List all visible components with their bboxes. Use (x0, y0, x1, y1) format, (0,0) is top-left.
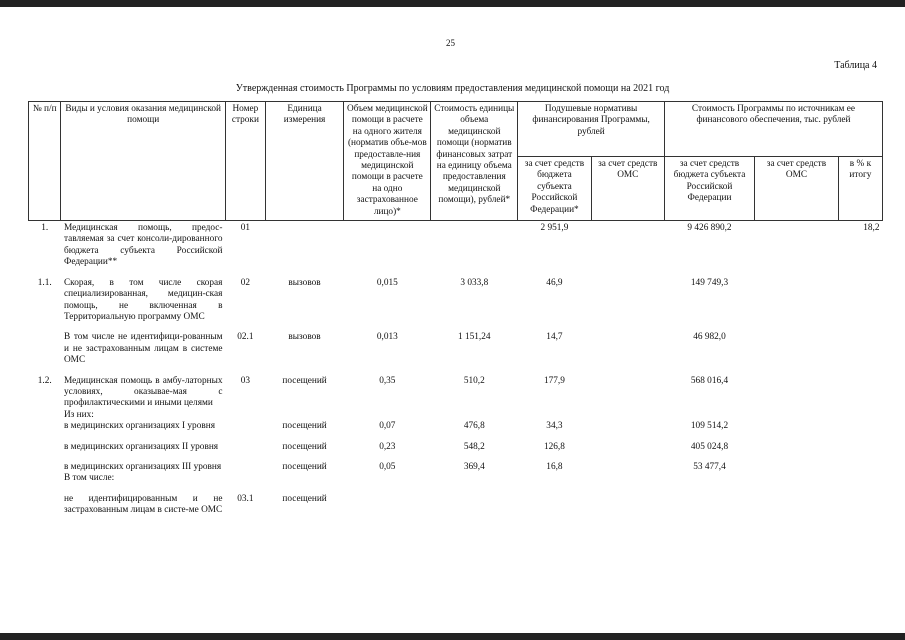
row-volume (344, 410, 431, 421)
row-name: в медицинских организациях II уровня (63, 441, 219, 452)
header-volume: Объем медицинской помощи в расчете на одного жителя (норматив объе-мов предоставле-ния медицинской помощи в расчете на одно застрахованное лицо)* (344, 102, 431, 221)
row-total-pct: 18,2 (863, 223, 880, 234)
row-volume: 0,015 (376, 277, 398, 288)
table-row (29, 410, 883, 421)
row-total-oms (755, 332, 839, 366)
row-cost: 1 151,24 (458, 332, 491, 343)
row-percap-budget: 16,8 (546, 461, 563, 472)
row-num (29, 473, 61, 484)
header-total: Стоимость Программы по источникам ее финансового обеспечения, тыс. рублей (664, 102, 882, 157)
row-code: 02 (240, 277, 251, 288)
row-percap-oms (591, 332, 664, 366)
header-percap: Подушевые нормативы финансирования Программы, рублей (518, 102, 665, 157)
row-cost: 369,4 (463, 461, 485, 472)
row-percap-oms (591, 410, 664, 421)
row-total-budget: 46 982,0 (693, 332, 726, 343)
header-unit: Единица измерения (265, 102, 344, 221)
scan-bottom-border (0, 633, 905, 640)
row-unit: посещений (282, 493, 327, 504)
row-total-budget: 149 749,3 (690, 277, 729, 288)
page-number: 25 (446, 38, 455, 48)
row-total-budget: 53 477,4 (693, 461, 726, 472)
table-row (29, 278, 883, 324)
row-code (225, 442, 265, 453)
row-percap-oms (591, 278, 664, 324)
table-row (29, 442, 883, 453)
row-total-oms (755, 442, 839, 453)
scan-top-border (0, 0, 905, 7)
row-num (29, 442, 61, 453)
header-percap-oms: за счет средств ОМС (591, 157, 664, 221)
row-percap-budget: 46,9 (546, 277, 563, 288)
row-percap-budget: 177,9 (543, 375, 565, 386)
row-total-oms (755, 473, 839, 484)
row-volume: 0,07 (379, 421, 396, 432)
table-row (29, 462, 883, 473)
row-name: В том числе не идентифици-рованным и не застрахованным лицам в системе ОМС (63, 332, 223, 366)
table-body (29, 221, 883, 517)
row-total-pct (838, 332, 882, 366)
row-volume (344, 473, 431, 484)
row-total-pct (838, 410, 882, 421)
row-code (225, 421, 265, 432)
row-name: в медицинских организациях III уровня (63, 461, 222, 472)
table-row (29, 421, 883, 432)
row-total-pct (838, 462, 882, 473)
row-cost (431, 221, 518, 269)
row-total-pct (838, 494, 882, 517)
row-name: не идентифицированным и не застрахованным лицам в систе-ме ОМС (63, 493, 223, 516)
row-num (29, 494, 61, 517)
row-volume: 0,35 (379, 375, 396, 386)
row-spacer (29, 485, 883, 494)
row-total-oms (755, 278, 839, 324)
row-percap-budget: 34,3 (546, 421, 563, 432)
row-code (225, 473, 265, 484)
row-percap-budget: 2 951,9 (540, 223, 569, 234)
row-percap-oms (591, 473, 664, 484)
row-num: 1. (41, 223, 49, 234)
row-cost: 510,2 (463, 375, 485, 386)
row-percap-budget (518, 473, 591, 484)
row-name: в медицинских организациях I уровня (63, 421, 215, 432)
row-total-pct (838, 376, 882, 410)
row-code: 02.1 (237, 332, 254, 343)
row-percap-oms (591, 442, 664, 453)
table-label: Таблица 4 (834, 60, 877, 71)
row-name: Скорая, в том числе скорая специализированная, медицин-ская помощь, не включенная в Территориальную программу ОМС (63, 277, 223, 322)
row-total-budget: 109 514,2 (690, 421, 729, 432)
row-name: Медицинская помощь, предос-тавляемая за счет консоли-дированного бюджета субъекта Российской Федерации** (63, 223, 223, 268)
row-name: В том числе: (63, 473, 115, 484)
row-name: Из них: (63, 409, 94, 420)
program-cost-table (28, 101, 883, 517)
row-volume: 0,05 (379, 461, 396, 472)
header-total-pct: в % к итогу (838, 157, 882, 221)
row-volume (344, 221, 431, 269)
header-row: Номер строки (225, 102, 265, 221)
row-total-budget (664, 473, 754, 484)
row-unit: посещений (282, 441, 327, 452)
row-cost (431, 494, 518, 517)
row-total-oms (755, 494, 839, 517)
table-row (29, 473, 883, 484)
row-num (29, 410, 61, 421)
row-name: Медицинская помощь в амбу-латорных условиях, оказывае-мая с профилактическими и иными целями (63, 375, 223, 409)
row-percap-oms (591, 221, 664, 269)
header-percap-budget: за счет средств бюджета субъекта Российской Федерации* (518, 157, 591, 221)
row-unit: посещений (282, 375, 327, 386)
row-total-pct (838, 278, 882, 324)
header-num: № п/п (29, 102, 61, 221)
row-total-budget: 568 016,4 (690, 375, 729, 386)
header-total-budget: за счет средств бюджета субъекта Российской Федерации (664, 157, 754, 221)
row-percap-budget: 126,8 (543, 441, 565, 452)
row-spacer (29, 323, 883, 332)
row-total-pct (838, 442, 882, 453)
table-row (29, 494, 883, 517)
row-percap-budget (518, 410, 591, 421)
row-total-oms (755, 221, 839, 269)
row-cost: 476,8 (463, 421, 485, 432)
row-spacer (29, 367, 883, 376)
row-cost: 548,2 (463, 441, 485, 452)
row-code: 03 (240, 375, 251, 386)
row-percap-oms (591, 421, 664, 432)
row-unit (265, 221, 344, 269)
table-row (29, 332, 883, 366)
row-total-oms (755, 376, 839, 410)
row-code: 03.1 (237, 493, 254, 504)
row-volume (344, 494, 431, 517)
row-percap-oms (591, 462, 664, 473)
row-total-budget (664, 410, 754, 421)
row-total-budget (664, 494, 754, 517)
row-spacer (29, 453, 883, 462)
row-num: 1.2. (37, 375, 52, 386)
row-percap-oms (591, 376, 664, 410)
table-row (29, 221, 883, 269)
row-volume: 0,013 (376, 332, 398, 343)
row-total-pct (838, 473, 882, 484)
row-cost (431, 410, 518, 421)
row-total-oms (755, 421, 839, 432)
row-code (225, 462, 265, 473)
header-type: Виды и условия оказания медицинской помощи (61, 102, 226, 221)
row-percap-oms (591, 494, 664, 517)
row-unit: посещений (282, 421, 327, 432)
row-code: 01 (240, 223, 251, 234)
row-total-oms (755, 410, 839, 421)
row-spacer (29, 269, 883, 278)
row-spacer (29, 433, 883, 442)
row-volume: 0,23 (379, 441, 396, 452)
header-total-oms: за счет средств ОМС (755, 157, 839, 221)
row-cost (431, 473, 518, 484)
header-cost: Стоимость единицы объема медицинской помощи (норматив финансовых затрат на единицу объема предоставления медицинской помощи), рублей* (431, 102, 518, 221)
row-percap-budget: 14,7 (546, 332, 563, 343)
row-num: 1.1. (37, 277, 52, 288)
row-unit: посещений (282, 461, 327, 472)
row-total-budget: 9 426 890,2 (687, 223, 732, 234)
row-total-oms (755, 462, 839, 473)
row-unit (265, 473, 344, 484)
row-unit: вызовов (288, 332, 321, 343)
row-cost: 3 033,8 (460, 277, 489, 288)
row-num (29, 462, 61, 473)
document-title: Утвержденная стоимость Программы по условиям предоставления медицинской помощи на 2021 год (235, 83, 670, 94)
row-code (225, 410, 265, 421)
row-percap-budget (518, 494, 591, 517)
row-unit (265, 410, 344, 421)
table-row (29, 376, 883, 410)
row-unit: вызовов (288, 277, 321, 288)
row-total-budget: 405 024,8 (690, 441, 729, 452)
row-total-pct (838, 421, 882, 432)
row-num (29, 421, 61, 432)
row-num (29, 332, 61, 366)
